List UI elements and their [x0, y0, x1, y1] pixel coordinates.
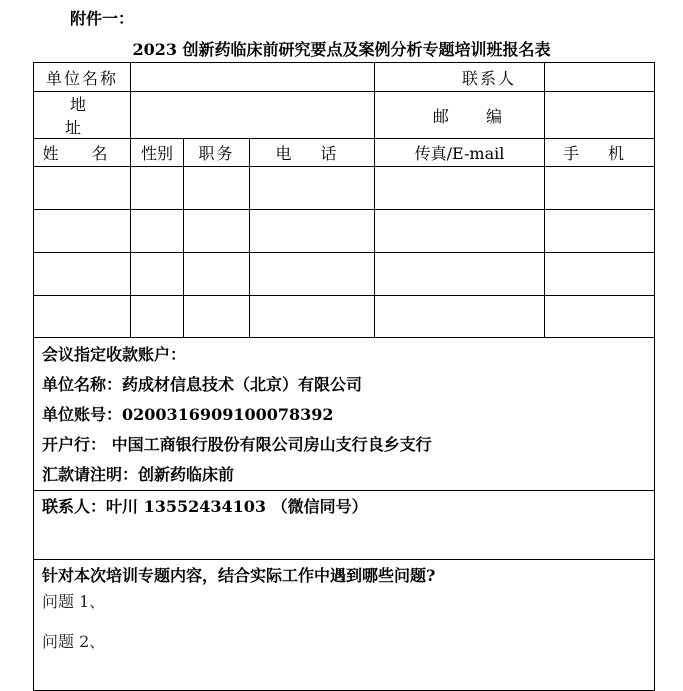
fax-email-cell[interactable]	[375, 167, 545, 210]
mobile-cell[interactable]	[545, 210, 655, 253]
phone-cell[interactable]	[250, 296, 375, 338]
gender-cell[interactable]	[131, 253, 184, 296]
form-title: 2023 创新药临床前研究要点及案例分析专题培训班报名表	[132, 40, 551, 59]
name-cell[interactable]	[34, 253, 131, 296]
address-label: 地 址	[34, 92, 131, 139]
contact-section	[34, 491, 655, 560]
issues-question: 针对本次培训专题内容，结合实际工作中遇到哪些问题?	[42, 566, 436, 585]
payment-heading: 会议指定收款账户：	[42, 345, 187, 364]
contact-person-field[interactable]	[545, 63, 655, 92]
position-cell[interactable]	[184, 296, 250, 338]
gender-cell[interactable]	[131, 296, 184, 338]
attendee-row	[34, 167, 655, 210]
phone-cell[interactable]	[250, 253, 375, 296]
col-name-header: 姓 名	[34, 139, 131, 167]
payment-bank: 开户行： 中国工商银行股份有限公司房山支行良乡支行	[42, 435, 432, 454]
postcode-label: 邮 编	[375, 92, 545, 139]
name-cell[interactable]	[34, 210, 131, 253]
registration-form	[33, 62, 655, 691]
issue-1-label: 问题 1、	[42, 592, 106, 611]
fax-email-cell[interactable]	[375, 296, 545, 338]
payment-account-number: 单位账号：0200316909100078392	[42, 405, 334, 424]
unit-name-field[interactable]	[131, 63, 375, 92]
attendee-row	[34, 253, 655, 296]
attendee-row	[34, 210, 655, 253]
gender-cell[interactable]	[131, 167, 184, 210]
contact-person-label: 联系人	[375, 63, 545, 92]
payment-unit-name: 单位名称：药成材信息技术（北京）有限公司	[42, 375, 363, 394]
mobile-cell[interactable]	[545, 296, 655, 338]
col-fax-email-header: 传真/E-mail	[375, 139, 545, 167]
gender-cell[interactable]	[131, 210, 184, 253]
attendee-row	[34, 296, 655, 338]
unit-name-label: 单位名称	[34, 63, 131, 92]
mobile-cell[interactable]	[545, 253, 655, 296]
position-cell[interactable]	[184, 253, 250, 296]
address-field[interactable]	[131, 92, 375, 139]
phone-cell[interactable]	[250, 167, 375, 210]
issues-section	[34, 560, 655, 691]
attachment-label: 附件一：	[70, 9, 135, 28]
payment-account-section	[34, 338, 655, 491]
fax-email-cell[interactable]	[375, 210, 545, 253]
contact-info: 联系人：叶川 13552434103 （微信同号）	[42, 497, 368, 516]
name-cell[interactable]	[34, 296, 131, 338]
fax-email-cell[interactable]	[375, 253, 545, 296]
col-position-header: 职务	[184, 139, 250, 167]
col-mobile-header: 手 机	[545, 139, 655, 167]
name-cell[interactable]	[34, 167, 131, 210]
phone-cell[interactable]	[250, 210, 375, 253]
mobile-cell[interactable]	[545, 167, 655, 210]
position-cell[interactable]	[184, 210, 250, 253]
postcode-field[interactable]	[545, 92, 655, 139]
col-phone-header: 电 话	[250, 139, 375, 167]
issue-2-label: 问题 2、	[42, 632, 106, 651]
position-cell[interactable]	[184, 167, 250, 210]
payment-remittance-note: 汇款请注明：创新药临床前	[42, 465, 235, 484]
col-gender-header: 性别	[131, 139, 184, 167]
